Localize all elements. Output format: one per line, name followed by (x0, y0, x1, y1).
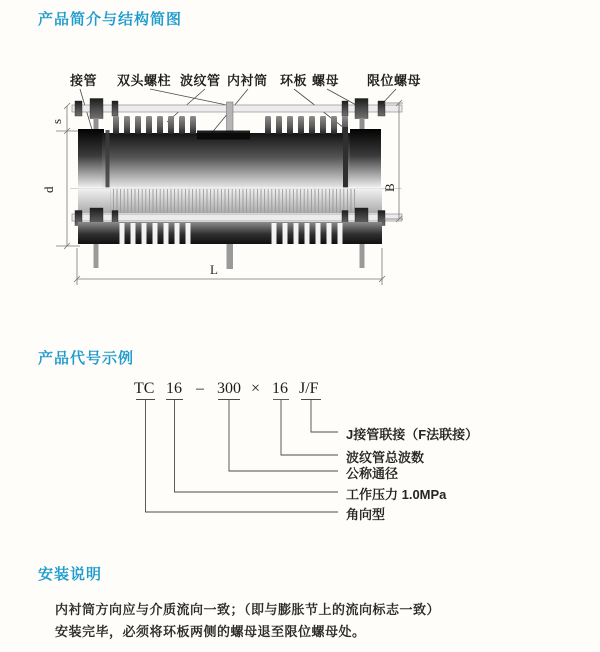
pipe-body (102, 133, 352, 188)
code-token-diameter: 300 (217, 380, 241, 397)
code-token-pressure: 16 (166, 380, 182, 397)
label-limit-nut: 限位螺母 (367, 73, 422, 88)
ring-plate-right (343, 127, 348, 188)
center-stud-top (227, 102, 234, 132)
callout-connection: J接管联接（F法联接） (346, 427, 479, 442)
dim-d: d (41, 186, 56, 193)
code-token-times: × (251, 380, 261, 397)
expansion-joint-diagram (40, 62, 470, 302)
bellows-top-right (265, 116, 348, 134)
dim-L: L (210, 262, 218, 277)
install-instruction-line-1: 内衬筒方向应与介质流向一致；（即与膨胀节上的流向标志一致） (55, 602, 441, 617)
install-instruction-line-2: 安装完毕，必须将环板两侧的螺母退至限位螺母处。 (55, 624, 366, 639)
callout-working-pressure: 工作压力 1.0MPa (346, 487, 447, 502)
label-inner-liner: 内衬筒 (227, 73, 268, 88)
section-heading-code: 产品代号示例 (38, 350, 135, 367)
dim-B: B (382, 183, 397, 192)
section-heading-intro: 产品简介与结构简图 (38, 11, 183, 28)
pipe-end-left (78, 129, 104, 188)
label-bellows: 波纹管 (180, 73, 221, 88)
callout-angular-type: 角向型 (346, 507, 386, 522)
bellows-backlines (110, 189, 356, 213)
bellows-top-left (113, 116, 196, 134)
tie-rod-bottom (72, 214, 402, 221)
liner-band (197, 131, 250, 140)
tie-rod-top (72, 105, 402, 112)
dim-s: s (49, 118, 64, 124)
dimension-B-lines (384, 100, 403, 222)
code-token-connection: J/F (299, 380, 319, 397)
section-heading-install: 安装说明 (38, 566, 103, 583)
label-connecting-pipe: 接管 (70, 73, 98, 88)
code-callout-tree (130, 395, 345, 520)
ring-plate-left (106, 130, 110, 188)
code-token-type: TC (134, 380, 155, 397)
label-nut: 螺母 (312, 73, 340, 88)
label-double-end-stud: 双头螺柱 (117, 73, 172, 88)
hanging-studs (94, 244, 365, 269)
callout-wave-count: 波纹管总波数 (346, 450, 425, 465)
code-token-dash: – (196, 380, 204, 397)
code-token-waves: 16 (272, 380, 288, 397)
label-ring-plate: 环板 (280, 73, 308, 88)
callout-nominal-diameter: 公称通径 (346, 466, 399, 481)
pipe-end-right (350, 129, 381, 188)
